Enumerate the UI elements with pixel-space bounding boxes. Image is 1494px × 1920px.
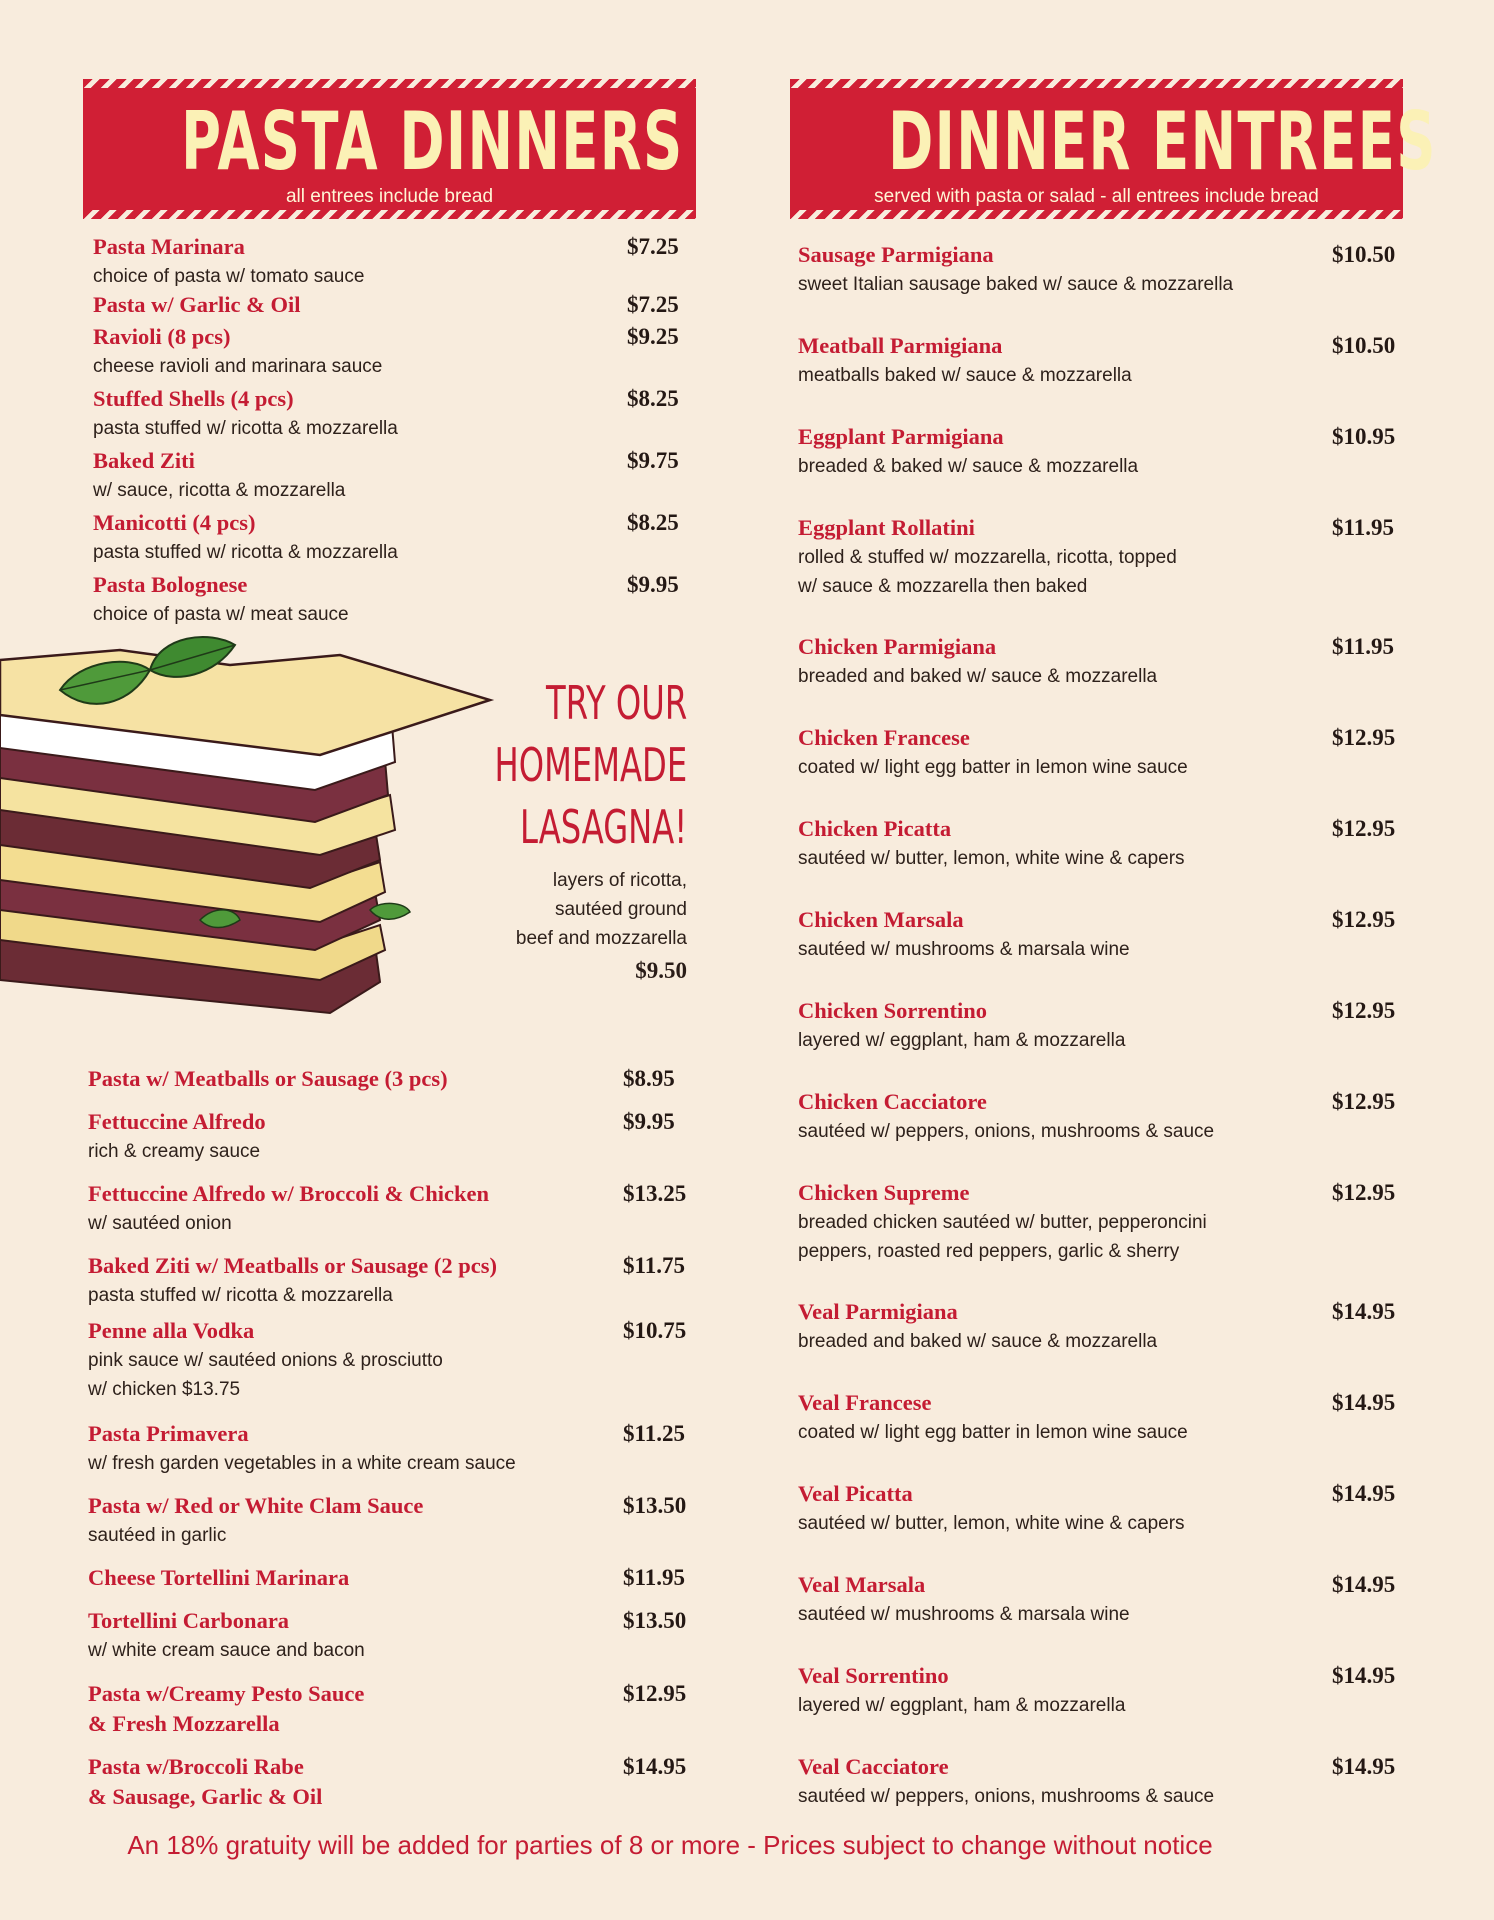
promo-price: $9.50 — [635, 958, 687, 983]
menu-item-name: Sausage Parmigiana — [798, 242, 994, 267]
pasta-dinners-title: PASTA DINNERS — [181, 95, 684, 188]
menu-item-name: Pasta Marinara — [93, 234, 245, 259]
menu-item-price: $12.95 — [1332, 725, 1396, 750]
menu-item-description: choice of pasta w/ tomato sauce — [93, 266, 365, 287]
menu-item — [798, 996, 1396, 1055]
menu-item-description: breaded and baked w/ sauce & mozzarella — [798, 1331, 1158, 1352]
menu-item-description: w/ sautéed onion — [88, 1213, 232, 1234]
menu-item-name: Eggplant Rollatini — [798, 515, 975, 540]
menu-item-price: $10.50 — [1332, 333, 1396, 358]
menu-item — [93, 384, 679, 443]
menu-item-name: Eggplant Parmigiana — [798, 424, 1004, 449]
menu-item-name: Veal Picatta — [798, 1481, 913, 1506]
menu-item-name-line-2: & Fresh Mozzarella — [88, 1711, 280, 1736]
menu-item-price: $11.95 — [1332, 634, 1394, 659]
menu-item-description: layered w/ eggplant, ham & mozzarella — [798, 1030, 1126, 1051]
menu-item — [798, 1752, 1396, 1811]
menu-item — [798, 905, 1396, 964]
menu-item-name: Pasta w/Creamy Pesto Sauce — [88, 1681, 365, 1706]
promo-desc-3: beef and mozzarella — [515, 928, 687, 949]
menu-item-name: Veal Marsala — [798, 1572, 926, 1597]
menu-item-name: Ravioli (8 pcs) — [93, 324, 231, 349]
menu-item — [88, 1419, 685, 1478]
menu-item-price: $12.95 — [1332, 816, 1396, 841]
menu-item-price: $9.75 — [627, 448, 679, 473]
menu-item — [798, 632, 1394, 691]
menu-item — [798, 1178, 1396, 1266]
menu-item — [88, 1752, 687, 1812]
menu-item-name: Chicken Cacciatore — [798, 1089, 987, 1114]
menu-item-name: Veal Sorrentino — [798, 1663, 949, 1688]
menu-item-price: $10.95 — [1332, 424, 1396, 449]
menu-item-description: coated w/ light egg batter in lemon wine sauce — [798, 757, 1188, 778]
menu-item-description: sautéed w/ peppers, onions, mushrooms & sauce — [798, 1121, 1215, 1142]
menu-item-price: $8.95 — [623, 1066, 675, 1091]
menu-item — [798, 1570, 1396, 1629]
menu-item-price: $11.95 — [623, 1565, 685, 1590]
menu-item-description: sautéed w/ mushrooms & marsala wine — [798, 1604, 1130, 1625]
pasta-dinners-subtitle: all entrees include bread — [285, 186, 494, 207]
menu-item — [798, 1479, 1396, 1538]
menu-item — [798, 422, 1396, 481]
menu-item-description: breaded & baked w/ sauce & mozzarella — [798, 456, 1139, 477]
menu-item-price: $12.95 — [623, 1681, 687, 1706]
menu-item-description: w/ fresh garden vegetables in a white cream sauce — [88, 1453, 516, 1474]
menu-item-description: sautéed w/ butter, lemon, white wine & capers — [798, 848, 1185, 869]
menu-item-name: Manicotti (4 pcs) — [93, 510, 256, 535]
footer-notice: An 18% gratuity will be added for parties of 8 or more - Prices subject to change without notice — [127, 1830, 1213, 1860]
menu-item-description: w/ white cream sauce and bacon — [88, 1640, 365, 1661]
menu-item-description: layered w/ eggplant, ham & mozzarella — [798, 1695, 1126, 1716]
menu-item-price: $12.95 — [1332, 1180, 1396, 1205]
menu-item-name: Cheese Tortellini Marinara — [88, 1565, 350, 1590]
menu-item-price: $7.25 — [627, 234, 679, 259]
menu-item — [798, 814, 1396, 873]
menu-item — [798, 331, 1396, 390]
menu-item — [88, 1251, 685, 1310]
menu-item-name: Pasta Bolognese — [93, 572, 248, 597]
menu-item-description: w/ sauce, ricotta & mozzarella — [93, 480, 346, 501]
menu-item-description: sweet Italian sausage baked w/ sauce & mozzarella — [798, 274, 1234, 295]
menu-item — [798, 240, 1396, 299]
menu-item — [88, 1679, 687, 1739]
menu-item — [798, 1297, 1396, 1356]
menu-item-name: Veal Francese — [798, 1390, 932, 1415]
menu-item-price: $14.95 — [1332, 1481, 1396, 1506]
menu-item-description: pasta stuffed w/ ricotta & mozzarella — [93, 542, 398, 563]
menu-item-description: pink sauce w/ sautéed onions & prosciutto — [88, 1350, 443, 1371]
menu-item-name: Chicken Marsala — [798, 907, 964, 932]
menu-item-name: Pasta w/Broccoli Rabe — [88, 1754, 304, 1779]
menu-item-description: cheese ravioli and marinara sauce — [93, 356, 383, 377]
menu-item-description: sautéed w/ peppers, onions, mushrooms & sauce — [798, 1786, 1215, 1807]
menu-item-price: $13.25 — [623, 1181, 687, 1206]
menu-item — [798, 1087, 1396, 1146]
menu-item-name: Pasta w/ Garlic & Oil — [93, 292, 301, 317]
menu-item-price: $13.50 — [623, 1493, 687, 1518]
menu-item — [798, 1388, 1396, 1447]
menu-item-price: $9.95 — [623, 1109, 675, 1134]
menu-item — [798, 1661, 1396, 1720]
menu-item-price: $12.95 — [1332, 1089, 1396, 1114]
menu-item-name: Stuffed Shells (4 pcs) — [93, 386, 294, 411]
menu-item-name: Meatball Parmigiana — [798, 333, 1003, 358]
menu-item — [88, 1606, 687, 1665]
promo-desc-2: sautéed ground — [554, 899, 687, 920]
dinner-entrees-subtitle: served with pasta or salad - all entrees include bread — [874, 186, 1319, 207]
menu-item-price: $14.95 — [1332, 1754, 1396, 1779]
menu-item — [88, 1316, 687, 1404]
menu-item-price: $14.95 — [1332, 1390, 1396, 1415]
menu-item-name: Pasta Primavera — [88, 1421, 249, 1446]
menu-item-name: Chicken Francese — [798, 725, 970, 750]
menu-item — [93, 508, 679, 567]
menu-item — [93, 232, 679, 291]
dinner-entrees-banner — [790, 88, 1437, 210]
menu-item-description: coated w/ light egg batter in lemon wine sauce — [798, 1422, 1188, 1443]
menu-item-description-line-2: w/ chicken $13.75 — [88, 1379, 241, 1400]
dinner-entrees-title: DINNER ENTREES — [888, 95, 1437, 188]
lasagna-promo — [412, 672, 687, 989]
menu-item-price: $14.95 — [623, 1754, 687, 1779]
promo-line-2: HOMEMADE — [494, 738, 687, 792]
menu-item — [798, 723, 1396, 782]
menu-item-name: Baked Ziti w/ Meatballs or Sausage (2 pcs) — [88, 1253, 497, 1278]
menu-item-name: Chicken Picatta — [798, 816, 952, 841]
menu-item-name: Pasta w/ Meatballs or Sausage (3 pcs) — [88, 1066, 448, 1091]
menu-item-description: pasta stuffed w/ ricotta & mozzarella — [88, 1285, 393, 1306]
menu-item-name: Fettuccine Alfredo w/ Broccoli & Chicken — [88, 1181, 489, 1206]
menu-item-name: Penne alla Vodka — [88, 1318, 255, 1343]
menu-item-name: Pasta w/ Red or White Clam Sauce — [88, 1493, 424, 1518]
promo-desc-1: layers of ricotta, — [552, 870, 687, 891]
menu-item-price: $9.95 — [627, 572, 679, 597]
menu-item-description: breaded and baked w/ sauce & mozzarella — [798, 666, 1158, 687]
menu-item-name: Baked Ziti — [93, 448, 195, 473]
menu-item-price: $14.95 — [1332, 1299, 1396, 1324]
menu-item-name: Chicken Supreme — [798, 1180, 970, 1205]
menu-item-price: $14.95 — [1332, 1572, 1396, 1597]
menu-item-price: $11.95 — [1332, 515, 1394, 540]
menu-item — [88, 1491, 687, 1550]
menu-item-name: Chicken Parmigiana — [798, 634, 997, 659]
menu-item-name: Veal Parmigiana — [798, 1299, 958, 1324]
menu-item-description: rich & creamy sauce — [88, 1141, 261, 1162]
menu-item-name: Tortellini Carbonara — [88, 1608, 290, 1633]
menu-item-price: $10.75 — [623, 1318, 687, 1343]
menu-item-price: $10.50 — [1332, 242, 1396, 267]
menu-item — [88, 1179, 687, 1238]
pasta-dinners-banner — [83, 88, 696, 210]
menu-item-name: Veal Cacciatore — [798, 1754, 949, 1779]
menu-item-name-line-2: & Sausage, Garlic & Oil — [88, 1784, 323, 1809]
menu-item-description: sautéed w/ butter, lemon, white wine & capers — [798, 1513, 1185, 1534]
menu-item-price: $11.75 — [623, 1253, 685, 1278]
menu-item-name: Chicken Sorrentino — [798, 998, 987, 1023]
menu-item-description-line-2: w/ sauce & mozzarella then baked — [798, 576, 1088, 597]
menu-item-description: choice of pasta w/ meat sauce — [93, 604, 349, 625]
menu-item-price: $12.95 — [1332, 907, 1396, 932]
menu-item-price: $8.25 — [627, 510, 679, 535]
menu-item-description: breaded chicken sautéed w/ butter, pepperoncini — [798, 1212, 1207, 1233]
promo-line-1: TRY OUR — [545, 676, 687, 730]
menu-item — [798, 513, 1394, 601]
menu-item-price: $9.25 — [627, 324, 679, 349]
menu-item-price: $11.25 — [623, 1421, 685, 1446]
menu-item-price: $8.25 — [627, 386, 679, 411]
menu-item-description-line-2: peppers, roasted red peppers, garlic & sherry — [798, 1241, 1180, 1262]
menu-item — [88, 1064, 675, 1094]
promo-line-3: LASAGNA! — [519, 800, 687, 854]
menu-item-price: $7.25 — [627, 292, 679, 317]
menu-item — [93, 322, 679, 381]
menu-item-price: $12.95 — [1332, 998, 1396, 1023]
menu-item-price: $14.95 — [1332, 1663, 1396, 1688]
menu-item-description: sautéed in garlic — [88, 1525, 227, 1546]
menu-item-name: Fettuccine Alfredo — [88, 1109, 266, 1134]
menu-item — [88, 1563, 685, 1593]
menu-item — [93, 290, 679, 320]
menu-item-description: sautéed w/ mushrooms & marsala wine — [798, 939, 1130, 960]
menu-item-description: pasta stuffed w/ ricotta & mozzarella — [93, 418, 398, 439]
menu-item-description: rolled & stuffed w/ mozzarella, ricotta, topped — [798, 547, 1177, 568]
menu-item-description: meatballs baked w/ sauce & mozzarella — [798, 365, 1132, 386]
menu-item-price: $13.50 — [623, 1608, 687, 1633]
menu-item — [88, 1107, 675, 1166]
menu-item — [93, 570, 679, 629]
menu-item — [93, 446, 679, 505]
